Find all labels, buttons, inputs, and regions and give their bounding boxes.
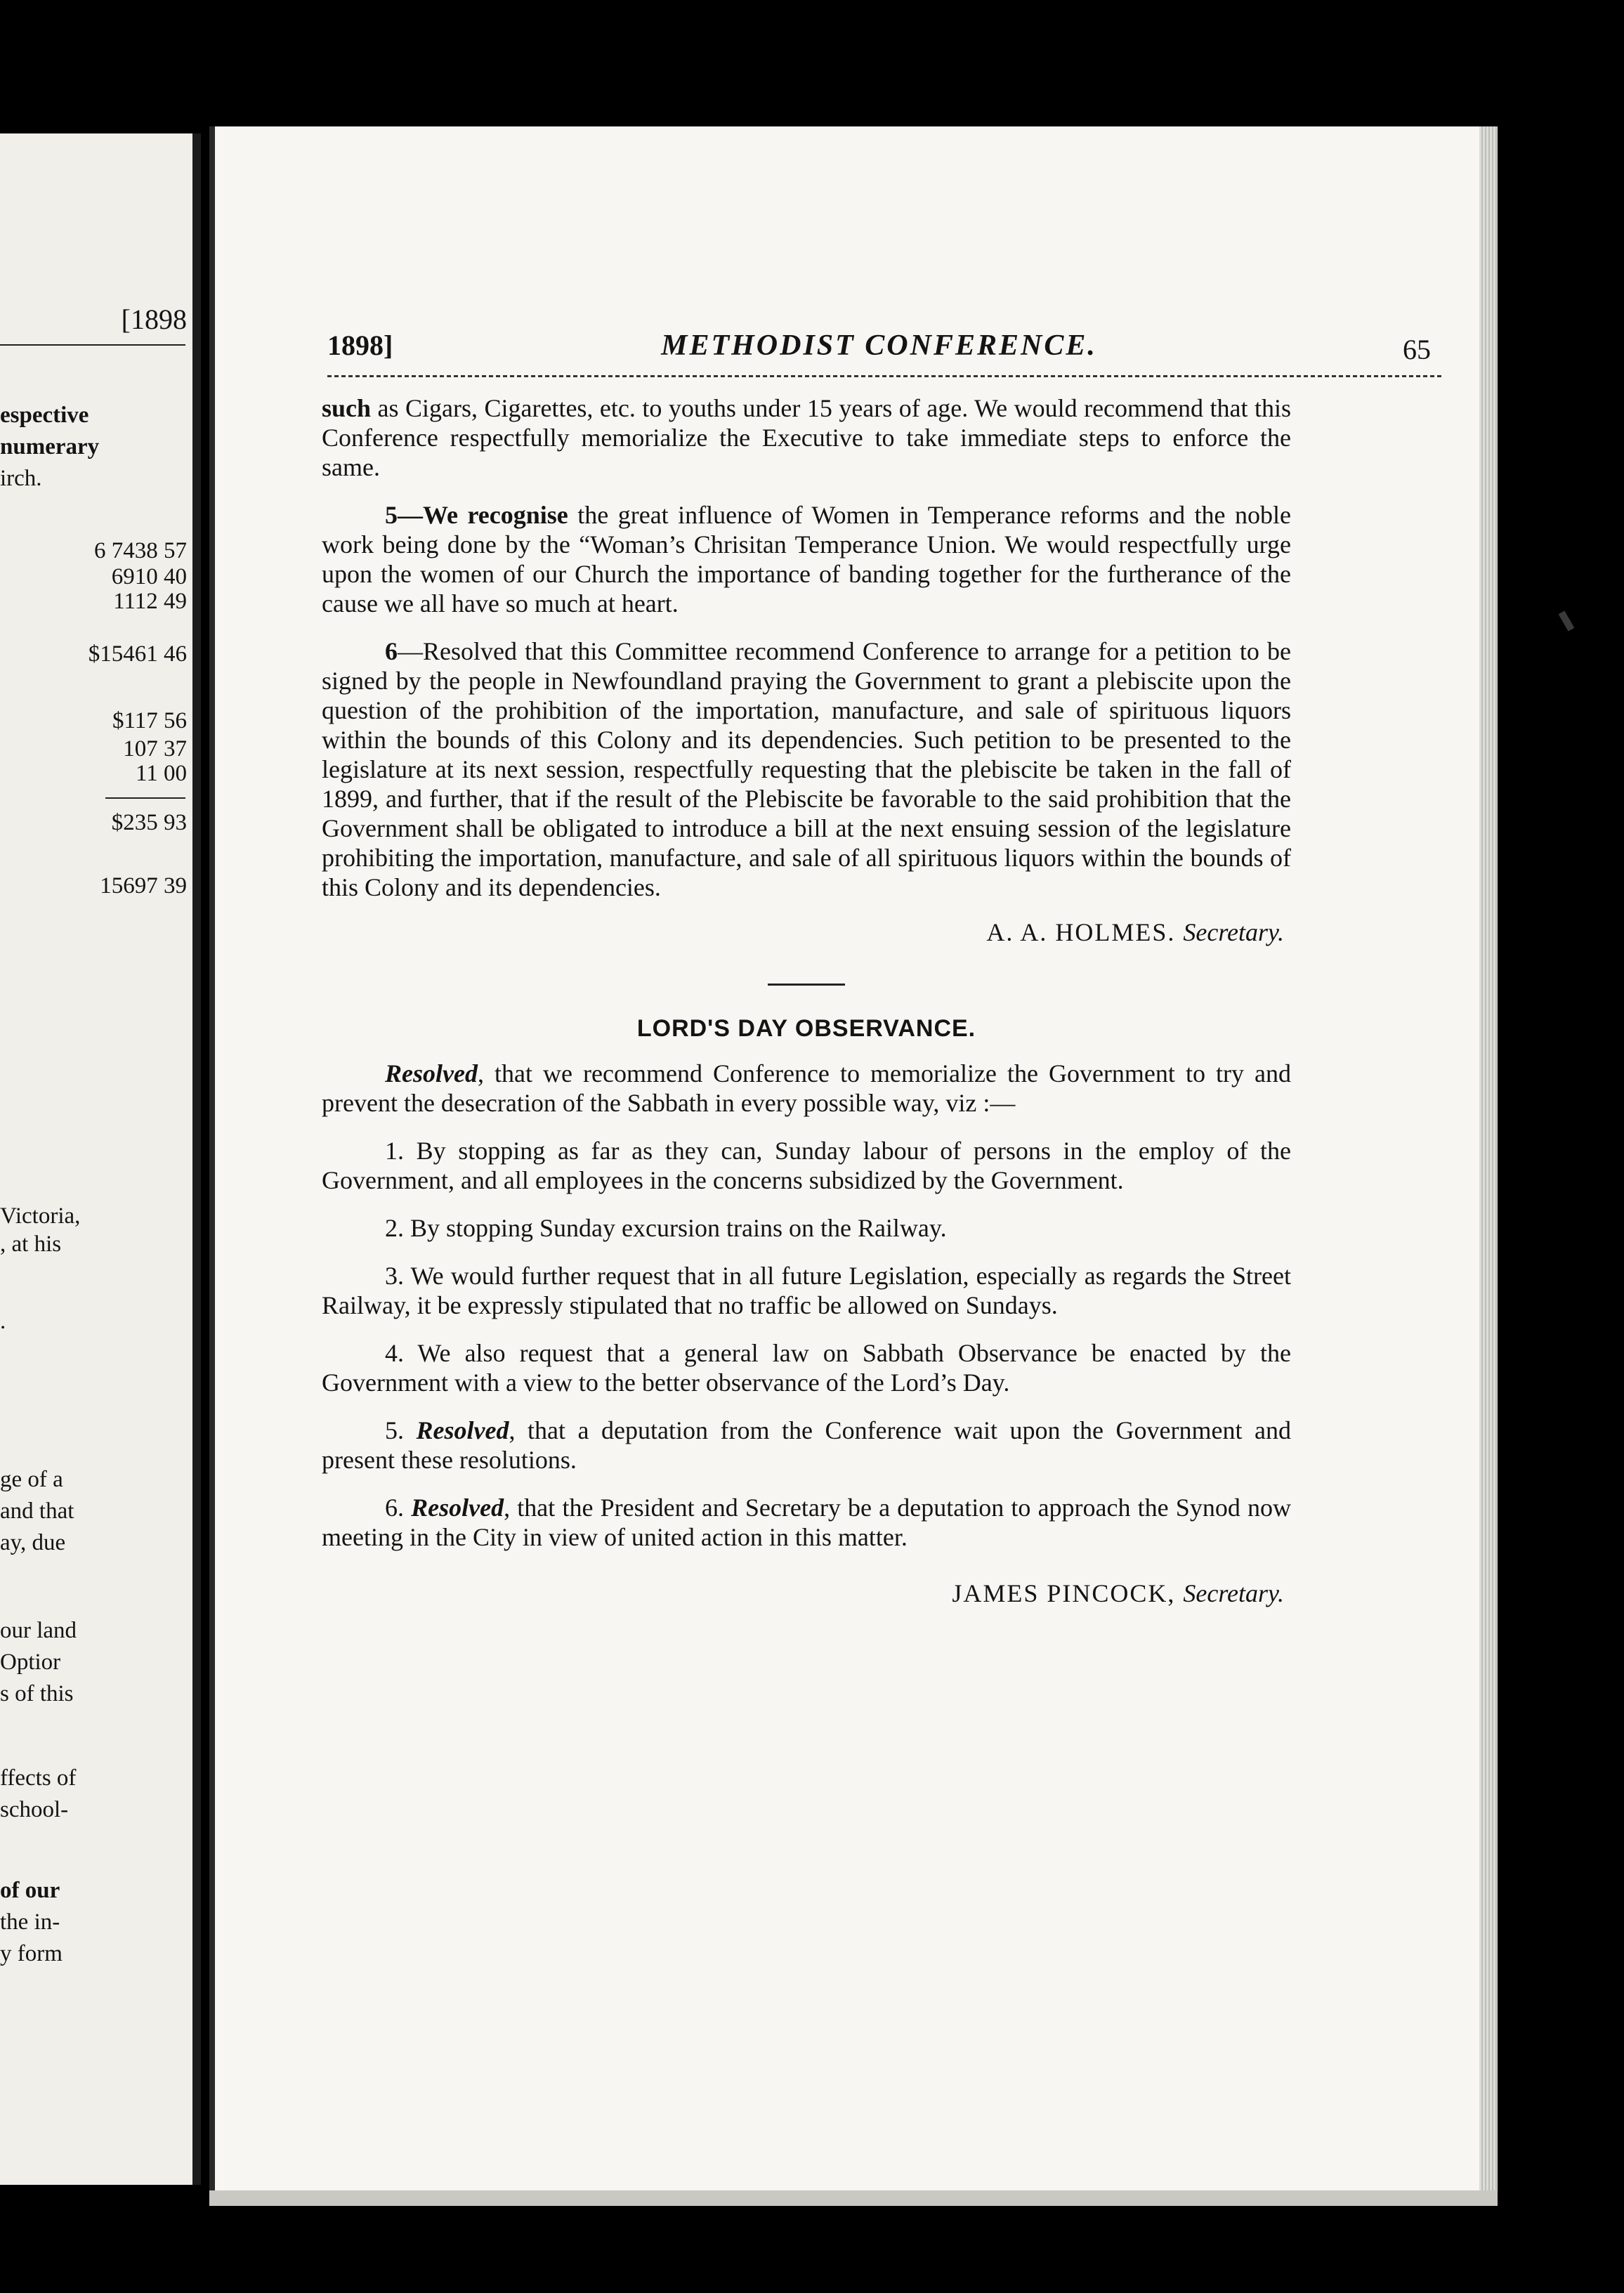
facing-fragment: 1112 49 (113, 589, 187, 614)
facing-fragment: 15697 39 (100, 873, 187, 899)
page-gutter (192, 133, 201, 2185)
page-number: 65 (1403, 334, 1431, 365)
signature-name: JAMES PINCOCK, (952, 1579, 1176, 1607)
facing-fragment: and that (0, 1498, 74, 1524)
lords-day-item-4 (322, 1338, 1291, 1397)
lords-day-intro (322, 1059, 1291, 1118)
facing-fragment: y form (0, 1941, 63, 1966)
facing-fragment: Victoria, (0, 1203, 81, 1229)
page-bottom-edge (209, 2190, 1498, 2206)
continuation-lead: such (322, 394, 372, 422)
section-title: LORD'S DAY OBSERVANCE. (636, 1015, 976, 1042)
item-lead: Resolved (416, 1416, 509, 1444)
item-number: 5. (385, 1416, 404, 1444)
header-rule (327, 375, 1441, 377)
facing-fragment: ay, due (0, 1530, 66, 1555)
facing-fragment: $117 56 (112, 708, 187, 733)
item-number: 4. (385, 1339, 404, 1367)
facing-fragment: ge of a (0, 1467, 63, 1492)
item-6-text: —Resolved that this Committee recommend Conference to arrange for a petition to be signed by the people in Newfoundland praying the Government to grant a plebiscite upon the question of the prohibition of the importation, manufacture, and sale of spirituous liquors within the bounds of this Colony and its dependencies. Such petition to be presented to the legislature at its next session, respectfully requesting that the plebiscite be taken in the fall of 1899, and further, that if the result of the Plebiscite be favorable to the said prohibition that the Government shall be obligated to introduce a bill at the next ensuing session of the legislature prohibiting the importation, manufacture, and sale of all spirituous liquors within the bounds of this Colony and its dependencies. (322, 637, 1291, 901)
page-stack-edge (1479, 126, 1498, 2206)
item-text: , that the President and Secretary be a deputation to approach the Synod now meeting in the City in view of united action in this matter. (322, 1494, 1291, 1551)
lords-day-item-6 (322, 1493, 1291, 1552)
item-number: 6. (385, 1494, 404, 1522)
facing-year: [1898 (121, 303, 187, 335)
facing-fragment: numerary (0, 434, 100, 459)
temperance-signature (322, 917, 1291, 947)
facing-fragment: 11 00 (135, 761, 187, 786)
facing-head-rule (0, 344, 185, 346)
signature-name: A. A. HOLMES. (986, 918, 1176, 946)
scan-speck (1559, 610, 1575, 631)
temperance-item-5 (322, 500, 1291, 618)
facing-fragment: espective (0, 403, 89, 428)
lords-day-item-5 (322, 1416, 1291, 1475)
facing-fragment: Optior (0, 1649, 61, 1675)
facing-fragment: , at his (0, 1232, 62, 1257)
page-spine-edge (209, 126, 215, 2206)
lords-day-item-3 (322, 1261, 1291, 1320)
signature-role: Secretary. (1183, 918, 1284, 946)
section-divider (768, 984, 845, 986)
facing-fragment: 107 37 (123, 736, 187, 762)
lords-day-signature (322, 1579, 1291, 1608)
lords-day-item-1 (322, 1136, 1291, 1195)
intro-lead: Resolved (385, 1059, 478, 1087)
facing-fragment: our land (0, 1618, 77, 1643)
facing-fragment: 6 7438 57 (94, 538, 187, 563)
facing-fragment: of our (0, 1878, 60, 1903)
item-6-lead: 6 (385, 637, 398, 665)
item-lead: Resolved (411, 1494, 504, 1522)
item-text: We would further request that in all future Legislation, especially as regards the Street Railway, it be expressly stipulated that no traffic be allowed on Sundays. (322, 1262, 1291, 1319)
item-text: By stopping as far as they can, Sunday labour of persons in the employ of the Government, and all employees in the concerns subsidized by the Government. (322, 1137, 1291, 1194)
header-title: METHODIST CONFERENCE. (661, 329, 1097, 362)
item-text: We also request that a general law on Sabbath Observance be enacted by the Government with a view to the better observance of the Lord’s Day. (322, 1339, 1291, 1397)
facing-fragment: s of this (0, 1681, 74, 1706)
item-5-text: the great influence of Women in Temperance reforms and the noble work being done by the “Woman’s Chrisitan Temperance Union. We would respectfully urge upon the women of our Church the importance of banding together for the furtherance of the cause we all have so much at heart. (322, 501, 1291, 618)
item-number: 3. (385, 1262, 404, 1290)
item-text: , that a deputation from the Conference wait upon the Government and present these resolutions. (322, 1416, 1292, 1474)
header-year: 1898] (327, 329, 393, 361)
facing-fragment: . (0, 1309, 6, 1334)
facing-fragment: ffects of (0, 1765, 77, 1791)
book-page (209, 126, 1498, 2206)
temperance-item-4-continuation (322, 393, 1291, 482)
facing-fragment: school- (0, 1797, 69, 1822)
item-number: 1. (385, 1137, 404, 1165)
facing-page (0, 133, 201, 2185)
facing-fragment: irch. (0, 466, 42, 491)
intro-text: , that we recommend Conference to memorialize the Government to try and prevent the desecration of the Sabbath in every possible way, viz :— (322, 1059, 1291, 1117)
item-number: 2. (385, 1214, 404, 1242)
facing-fragment: the in- (0, 1909, 60, 1935)
item-text: By stopping Sunday excursion trains on the Railway. (404, 1214, 947, 1242)
facing-fragment: 6910 40 (111, 564, 187, 589)
page-body (322, 393, 1291, 1608)
facing-fragment: $235 93 (111, 810, 187, 835)
signature-role: Secretary. (1183, 1579, 1284, 1607)
running-head (327, 323, 1431, 365)
item-5-lead: 5—We recognise (385, 501, 568, 529)
lords-day-item-2 (322, 1213, 1291, 1243)
facing-sum-rule (105, 797, 185, 799)
temperance-item-6 (322, 636, 1291, 902)
facing-fragment: $15461 46 (88, 641, 187, 667)
continuation-text: as Cigars, Cigarettes, etc. to youths under 15 years of age. We would recommend that this Conference respectfully memorialize the Executive to take immediate steps to enforce the same. (322, 394, 1291, 481)
